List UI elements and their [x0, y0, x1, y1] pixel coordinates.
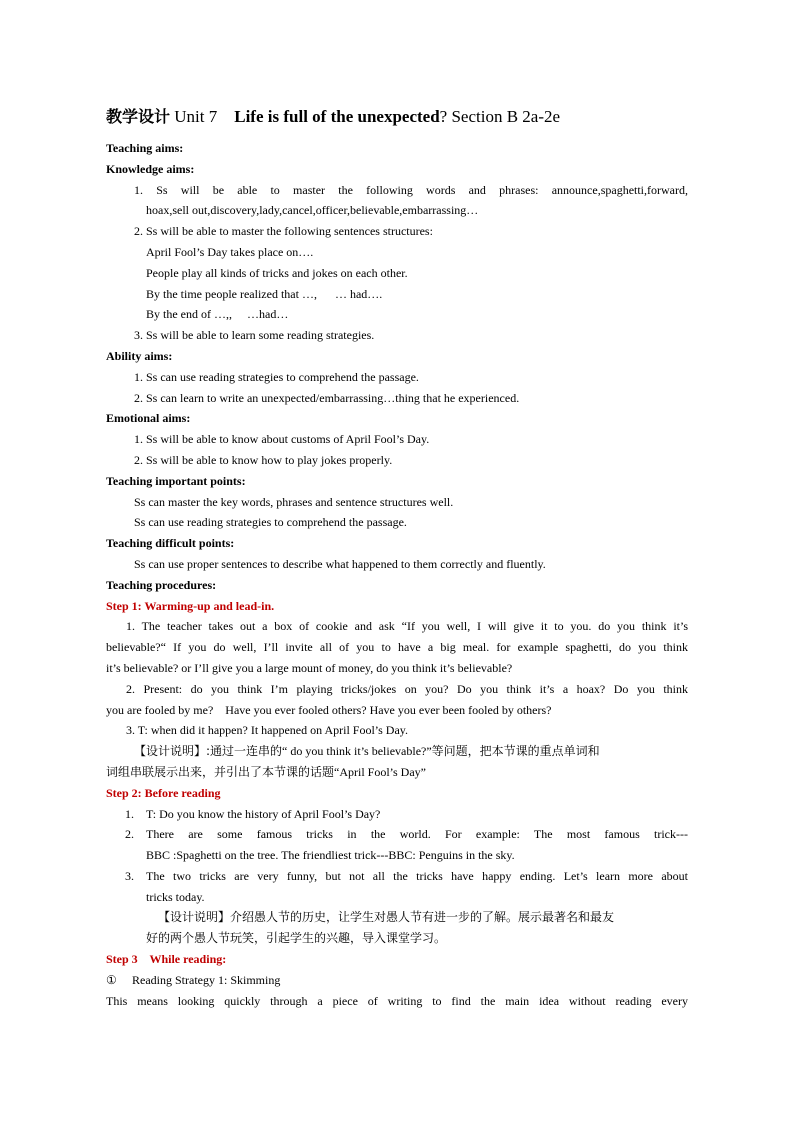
step3-strategy-text: Reading Strategy 1: Skimming	[132, 972, 281, 987]
step1-p2-line-1: 2. Present: do you think I’m playing tricks/jokes on you? Do you think it’s a hoax? Do you think	[126, 681, 688, 696]
knowledge-item-2: 2. Ss will be able to master the following sentences structures:	[134, 224, 433, 239]
knowledge-item-3: 3. Ss will be able to learn some reading strategies.	[134, 328, 375, 343]
knowledge-sentence-4: By the end of …,, …had…	[146, 307, 289, 322]
difficult-point-1: Ss can use proper sentences to describe what happened to them correctly and fluently.	[134, 556, 546, 571]
document-body	[106, 104, 688, 1011]
step1-design-note-line-1	[106, 741, 688, 762]
important-point-1: Ss can master the key words, phrases and sentence structures well.	[134, 494, 454, 509]
step2-item-1-number: 1.	[125, 806, 134, 821]
step2-item-3-line-2: tricks today.	[146, 889, 205, 904]
title-chinese: 教学设计	[106, 107, 171, 126]
step2-heading: Step 2: Before reading	[106, 785, 221, 800]
knowledge-sentence-2: People play all kinds of tricks and jokes on each other.	[146, 265, 408, 280]
title-unit: Unit 7	[170, 107, 235, 126]
step2-item-2-line-2: BBC :Spaghetti on the tree. The friendliest trick---BBC: Penguins in the sky.	[146, 848, 515, 863]
page-title	[106, 104, 688, 130]
step2-item-3	[106, 866, 688, 908]
step2-design-note-line-1: 【设计说明】介绍愚人节的历史，让学生对愚人节有进一步的了解。展示最著名和最友	[158, 910, 615, 925]
emotional-aims-heading: Emotional aims:	[106, 411, 191, 426]
step2-item-2-number: 2.	[125, 827, 134, 842]
circled-number-icon: ①	[106, 972, 117, 987]
step1-note-en-2: “April Fool’s Day”	[334, 764, 427, 779]
step1-p2-line-2: you are fooled by me? Have you ever fooled others? Have you ever been fooled by others?	[106, 702, 552, 717]
title-bold: Life is full of the unexpected	[234, 107, 440, 126]
ability-item-1: 1. Ss can use reading strategies to comprehend the passage.	[134, 369, 419, 384]
emotional-item-1: 1. Ss will be able to know about customs of April Fool’s Day.	[134, 432, 430, 447]
teaching-aims-heading: Teaching aims:	[106, 141, 184, 155]
step3-strategy	[106, 970, 688, 991]
step2-design-note-line-2: 好的两个愚人节玩笑，引起学生的兴趣，导入课堂学习。	[146, 931, 447, 946]
step1-note-cn-1: 【设计说明】:通过一连串的	[134, 744, 283, 759]
step2-item-1	[106, 804, 688, 825]
step1-p3: 3. T: when did it happen? It happened on April Fool’s Day.	[126, 723, 409, 738]
important-points-heading: Teaching important points:	[106, 473, 246, 488]
step1-heading: Step 1: Warming-up and lead-in.	[106, 598, 275, 613]
step2-item-3-line-1: The two tricks are very funny, but not all the tricks have happy ending. Let’s learn more about	[146, 868, 688, 883]
knowledge-sentence-3: By the time people realized that …, … had….	[146, 286, 383, 301]
step3-description: This means looking quickly through a piece of writing to find the main idea without reading every	[106, 993, 688, 1008]
ability-item-2: 2. Ss can learn to write an unexpected/embarrassing…thing that he experienced.	[134, 390, 520, 405]
step2-item-2	[106, 824, 688, 866]
step2-item-2-line-1: There are some famous tricks in the world. For example: The most famous trick---	[146, 827, 688, 842]
difficult-points-heading: Teaching difficult points:	[106, 536, 235, 551]
procedures-heading: Teaching procedures:	[106, 577, 217, 592]
title-rest: ? Section B 2a-2e	[439, 107, 561, 126]
step1-p1-line-1: 1. The teacher takes out a box of cookie and ask “If you well, I will give it to you. do you think it’s	[126, 619, 688, 634]
step1-p1-line-3: it’s believable? or I’ll give you a large mount of money, do you think it’s believable?	[106, 660, 513, 675]
step1-note-cn-3: 词组串联展示出来，并引出了本节课的话题	[106, 764, 335, 779]
step2-item-1-text: T: Do you know the history of April Fool’s Day?	[146, 806, 381, 821]
knowledge-sentence-1: April Fool’s Day takes place on….	[146, 244, 314, 259]
step1-note-en-1: “ do you think it’s believable?”	[282, 744, 432, 759]
ability-aims-heading: Ability aims:	[106, 348, 173, 363]
emotional-item-2: 2. Ss will be able to know how to play jokes properly.	[134, 452, 393, 467]
knowledge-item-1-line-2: hoax,sell out,discovery,lady,cancel,officer,believable,embarrassing…	[146, 203, 479, 218]
step1-note-cn-2: 等问题，把本节课的重点单词和	[431, 744, 600, 759]
knowledge-item-1-line-1: 1. Ss will be able to master the following words and phrases: announce,spaghetti,forward,	[134, 182, 688, 197]
step3-heading: Step 3 While reading:	[106, 952, 227, 967]
step2-item-3-number: 3.	[125, 868, 134, 883]
knowledge-aims-heading: Knowledge aims:	[106, 161, 195, 176]
step1-design-note-line-2	[106, 762, 688, 783]
important-point-2: Ss can use reading strategies to comprehend the passage.	[134, 515, 407, 530]
step1-p1-line-2: believable?“ If you do well, I’ll invite all of you to have a big meal. for example spaghetti, do you think	[106, 640, 688, 655]
